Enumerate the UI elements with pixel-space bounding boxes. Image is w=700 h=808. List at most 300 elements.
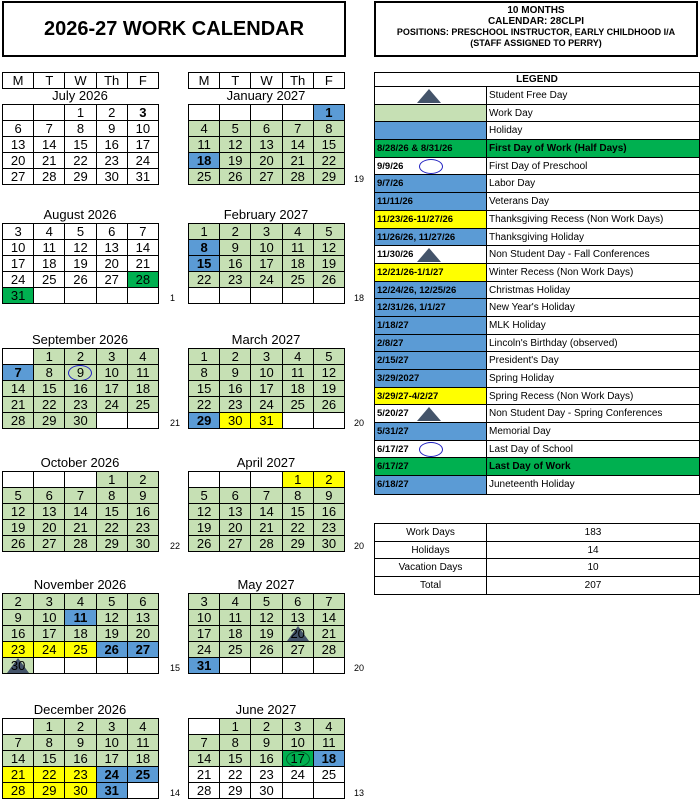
day-number: 14 [290, 137, 305, 152]
weekday-label: M [2, 72, 34, 89]
empty-day-cell [282, 104, 314, 121]
day-number: 23 [228, 272, 243, 287]
day-cell [188, 519, 220, 536]
legend-key [375, 423, 487, 440]
day-number: 16 [321, 504, 337, 519]
day-cell [96, 136, 128, 153]
day-cell [250, 271, 282, 288]
day-number: 19 [196, 520, 212, 535]
day-cell [64, 519, 96, 536]
legend-key [375, 229, 487, 246]
triangle-icon [417, 407, 441, 421]
weekday-label: T [219, 72, 251, 89]
legend-description: Non Student Day - Spring Conferences [489, 408, 663, 420]
info-calendar-code: CALENDAR: 28CLPI [487, 16, 585, 27]
empty-day-cell [250, 104, 282, 121]
day-number: 29 [228, 783, 243, 798]
day-number: 11 [290, 240, 305, 255]
month-workday-count: 14 [170, 788, 181, 798]
legend-key [375, 370, 487, 387]
empty-day-cell [2, 471, 34, 488]
day-number: 1 [76, 105, 85, 120]
day-cell [313, 641, 345, 658]
legend-row [375, 264, 699, 282]
day-cell [2, 487, 34, 504]
day-number: 14 [10, 751, 26, 766]
day-cell [282, 609, 314, 626]
day-cell [250, 239, 282, 256]
day-cell [219, 239, 251, 256]
day-cell [127, 734, 159, 751]
day-cell [250, 750, 282, 767]
empty-day-cell [313, 782, 345, 799]
day-cell [33, 412, 65, 429]
day-cell [96, 380, 128, 397]
totals-table [374, 523, 700, 595]
day-number: 24 [10, 272, 26, 287]
legend-description: President's Day [489, 355, 559, 367]
day-number: 9 [231, 240, 239, 255]
month-block [188, 702, 344, 798]
day-number: 8 [294, 488, 302, 503]
day-number: 24 [259, 272, 274, 287]
day-number: 4 [231, 594, 239, 609]
day-cell [219, 625, 251, 642]
day-cell [2, 766, 34, 783]
day-cell [2, 152, 34, 169]
day-number: 16 [73, 381, 88, 396]
legend-description: First Day of Work (Half Days) [487, 140, 699, 157]
day-number: 8 [45, 365, 53, 380]
day-cell [188, 396, 220, 413]
day-cell [127, 471, 159, 488]
day-number: 17 [135, 137, 151, 152]
totals-row [375, 524, 699, 542]
day-cell [313, 503, 345, 520]
totals-label: Vacation Days [375, 559, 487, 576]
day-cell [250, 412, 282, 429]
day-number: 6 [14, 121, 22, 136]
empty-day-cell [96, 287, 128, 304]
day-number: 24 [104, 397, 119, 412]
day-cell [2, 364, 34, 381]
day-cell [219, 152, 251, 169]
day-number: 24 [42, 642, 57, 657]
day-number: 22 [42, 767, 57, 782]
day-number: 5 [200, 488, 208, 503]
month-grid [2, 104, 158, 184]
day-number: 25 [135, 397, 151, 412]
day-number: 21 [259, 520, 274, 535]
month-grid [2, 718, 158, 798]
month-grid [2, 223, 158, 303]
day-number: 21 [42, 153, 57, 168]
day-number: 11 [136, 735, 150, 750]
day-cell [33, 750, 65, 767]
day-number: 30 [228, 413, 243, 428]
day-cell [64, 766, 96, 783]
legend-key [375, 175, 487, 192]
day-number: 8 [200, 365, 208, 380]
day-cell [313, 718, 345, 735]
day-cell [2, 782, 34, 799]
day-cell [219, 718, 251, 735]
day-cell [33, 271, 65, 288]
month-block [2, 332, 158, 428]
day-number: 6 [108, 224, 116, 239]
legend-row [375, 352, 699, 370]
day-cell [64, 593, 96, 610]
day-number: 11 [197, 137, 211, 152]
day-number: 27 [135, 642, 151, 657]
day-number: 25 [73, 642, 88, 657]
day-number: 16 [135, 504, 151, 519]
day-number: 6 [231, 488, 239, 503]
day-cell [96, 487, 128, 504]
month-grid [188, 471, 344, 551]
month-workday-count: 20 [354, 541, 365, 551]
empty-day-cell [127, 412, 159, 429]
day-cell [127, 239, 159, 256]
day-number: 22 [321, 153, 337, 168]
legend-description: Last Day of School [489, 443, 573, 455]
legend-row [375, 229, 699, 247]
day-cell [250, 625, 282, 642]
totals-label: Work Days [375, 524, 487, 541]
day-cell [127, 593, 159, 610]
weekday-label: Th [282, 72, 314, 89]
day-number: 30 [321, 536, 337, 551]
day-number: 1 [200, 349, 208, 364]
day-number: 11 [42, 240, 57, 255]
month-title: October 2026 [40, 455, 120, 470]
day-cell [127, 625, 159, 642]
day-cell [250, 348, 282, 365]
day-number: 2 [231, 349, 239, 364]
month-title: November 2026 [33, 577, 127, 592]
empty-day-cell [188, 471, 220, 488]
empty-day-cell [2, 718, 34, 735]
day-number: 1 [45, 719, 53, 734]
day-cell [64, 239, 96, 256]
legend-key [375, 458, 487, 475]
day-number: 4 [139, 349, 147, 364]
day-cell [188, 348, 220, 365]
day-number: 5 [231, 121, 239, 136]
legend-description: Work Day [489, 107, 533, 119]
day-number: 29 [321, 169, 337, 184]
day-cell [2, 168, 34, 185]
day-cell [33, 255, 65, 272]
month-title: July 2026 [52, 88, 108, 103]
day-number: 7 [76, 488, 85, 503]
day-cell [2, 223, 34, 240]
month-title: March 2027 [231, 332, 301, 347]
empty-day-cell [282, 287, 314, 304]
day-cell [127, 487, 159, 504]
empty-day-cell [282, 782, 314, 799]
day-cell [188, 380, 220, 397]
empty-day-cell [33, 287, 65, 304]
legend-key-text: 6/17/27 [377, 461, 409, 473]
day-cell [313, 766, 345, 783]
day-cell [2, 519, 34, 536]
day-number: 14 [196, 751, 212, 766]
day-cell [33, 136, 65, 153]
day-cell [250, 503, 282, 520]
day-number: 15 [42, 751, 57, 766]
day-number: 23 [135, 520, 151, 535]
empty-day-cell [282, 412, 314, 429]
day-number: 3 [200, 594, 208, 609]
day-number: 10 [104, 365, 119, 380]
day-cell [2, 271, 34, 288]
day-cell [282, 136, 314, 153]
day-cell [127, 120, 159, 137]
day-cell [127, 380, 159, 397]
day-cell [219, 412, 251, 429]
legend-key-text: 5/20/27 [377, 408, 409, 420]
legend-description: Veterans Day [489, 196, 550, 208]
day-cell [33, 718, 65, 735]
day-number: 29 [42, 413, 57, 428]
day-number: 12 [196, 504, 212, 519]
day-number: 27 [42, 536, 57, 551]
totals-value: 10 [587, 562, 599, 573]
day-number: 1 [200, 224, 208, 239]
day-number: 29 [196, 413, 212, 428]
legend-key-text: 12/21/26-1/1/27 [377, 266, 444, 278]
day-cell [282, 364, 314, 381]
day-number: 14 [321, 610, 337, 625]
day-number: 26 [104, 642, 119, 657]
day-number: 30 [259, 783, 274, 798]
month-title: January 2027 [226, 88, 306, 103]
day-cell [64, 782, 96, 799]
day-cell [313, 487, 345, 504]
day-cell [96, 120, 128, 137]
day-number: 23 [259, 767, 274, 782]
day-number: 28 [10, 783, 26, 798]
day-number: 18 [42, 256, 57, 271]
day-cell [313, 380, 345, 397]
day-cell [313, 239, 345, 256]
day-number: 1 [325, 105, 333, 120]
day-number: 20 [228, 520, 243, 535]
empty-day-cell [250, 287, 282, 304]
day-cell [64, 750, 96, 767]
totals-value: 183 [584, 527, 602, 538]
day-cell [219, 120, 251, 137]
day-cell [188, 255, 220, 272]
empty-day-cell [219, 471, 251, 488]
day-number: 3 [14, 224, 22, 239]
day-number: 22 [290, 520, 305, 535]
day-cell [282, 223, 314, 240]
day-cell [313, 396, 345, 413]
day-number: 10 [135, 121, 151, 136]
day-cell [64, 348, 96, 365]
empty-day-cell [127, 782, 159, 799]
legend-row [375, 158, 699, 176]
day-number: 28 [135, 272, 151, 287]
legend-key-text: 11/26/26, 11/27/26 [377, 231, 456, 243]
day-number: 9 [262, 735, 271, 750]
legend-key-text: 11/30/26 [377, 249, 414, 261]
legend-row [375, 87, 699, 105]
day-cell [33, 519, 65, 536]
day-number: 17 [42, 626, 57, 641]
day-cell [96, 718, 128, 735]
day-cell [127, 271, 159, 288]
empty-day-cell [127, 287, 159, 304]
day-cell [188, 750, 220, 767]
day-cell [2, 255, 34, 272]
day-cell [33, 168, 65, 185]
info-positions: POSITIONS: PRESCHOOL INSTRUCTOR, EARLY CHILDHOOD I/A [396, 27, 676, 37]
day-number: 11 [73, 610, 88, 625]
day-cell [188, 239, 220, 256]
day-cell [250, 255, 282, 272]
day-number: 10 [196, 610, 212, 625]
day-cell [313, 750, 345, 767]
legend-row [375, 476, 699, 494]
day-cell [2, 120, 34, 137]
day-number: 4 [294, 349, 302, 364]
empty-day-cell [64, 657, 96, 674]
day-number: 21 [135, 256, 151, 271]
empty-day-cell [127, 657, 159, 674]
day-number: 13 [290, 610, 305, 625]
day-cell [282, 239, 314, 256]
day-number: 30 [73, 783, 88, 798]
day-cell [219, 223, 251, 240]
day-cell [2, 625, 34, 642]
day-cell [96, 750, 128, 767]
weekday-label: Th [96, 72, 128, 89]
day-number: 26 [10, 536, 26, 551]
legend-description: Thanksgiving Holiday [489, 231, 585, 243]
day-number: 15 [42, 381, 57, 396]
day-number: 8 [76, 121, 85, 136]
day-number: 16 [73, 751, 88, 766]
day-cell [64, 223, 96, 240]
day-number: 12 [104, 610, 119, 625]
day-cell [250, 766, 282, 783]
legend-key-text: 9/7/26 [377, 178, 404, 190]
day-number: 13 [42, 504, 57, 519]
day-cell [313, 168, 345, 185]
day-cell [2, 750, 34, 767]
day-number: 15 [196, 381, 212, 396]
day-number: 15 [228, 751, 243, 766]
day-number: 10 [259, 240, 274, 255]
day-number: 25 [228, 642, 243, 657]
day-number: 31 [259, 413, 274, 428]
day-number: 8 [108, 488, 116, 503]
day-cell [96, 239, 128, 256]
day-cell [250, 718, 282, 735]
day-cell [96, 535, 128, 552]
day-cell [282, 255, 314, 272]
day-number: 15 [73, 137, 88, 152]
empty-day-cell [96, 412, 128, 429]
day-cell [33, 223, 65, 240]
day-number: 26 [321, 397, 337, 412]
day-number: 26 [196, 536, 212, 551]
legend-description: Student Free Day [489, 90, 568, 101]
month-block [2, 702, 158, 798]
legend-description: Juneteenth Holiday [489, 479, 575, 491]
legend-key-text: 2/8/27 [377, 337, 404, 349]
legend-key [375, 140, 487, 157]
day-number: 4 [325, 719, 333, 734]
day-number: 14 [42, 137, 57, 152]
day-cell [188, 641, 220, 658]
day-number: 20 [10, 153, 26, 168]
day-cell [313, 625, 345, 642]
day-number: 10 [42, 610, 57, 625]
legend-key-text: 11/11/26 [377, 196, 413, 208]
legend-row [375, 299, 699, 317]
day-cell [127, 223, 159, 240]
day-cell [2, 380, 34, 397]
day-cell [313, 519, 345, 536]
triangle-icon [417, 89, 441, 103]
day-cell [188, 734, 220, 751]
day-cell [96, 734, 128, 751]
day-cell [64, 396, 96, 413]
day-cell [313, 348, 345, 365]
month-block [2, 577, 158, 673]
legend-rows [375, 87, 699, 494]
month-title: April 2027 [236, 455, 296, 470]
day-cell [282, 734, 314, 751]
month-block [188, 332, 344, 428]
empty-day-cell [219, 287, 251, 304]
day-cell [127, 519, 159, 536]
legend-key [375, 335, 487, 352]
legend-key-text: 8/28/26 & 8/31/26 [377, 143, 453, 155]
day-cell [96, 223, 128, 240]
day-number: 22 [42, 397, 57, 412]
empty-day-cell [219, 657, 251, 674]
day-number: 2 [262, 719, 271, 734]
legend-row [375, 105, 699, 123]
day-cell [219, 766, 251, 783]
legend-row [375, 211, 699, 229]
day-cell [33, 396, 65, 413]
day-cell [282, 271, 314, 288]
day-number: 20 [104, 256, 119, 271]
day-number: 3 [294, 719, 302, 734]
day-number: 13 [135, 610, 151, 625]
day-cell [2, 535, 34, 552]
legend-row [375, 370, 699, 388]
legend-row [375, 193, 699, 211]
day-cell [188, 412, 220, 429]
day-cell [127, 152, 159, 169]
day-cell [282, 766, 314, 783]
month-grid [2, 593, 158, 673]
legend-description: Spring Holiday [489, 373, 555, 384]
day-number: 28 [290, 169, 305, 184]
day-cell [313, 271, 345, 288]
day-cell [219, 782, 251, 799]
empty-day-cell [2, 348, 34, 365]
day-number: 23 [73, 397, 88, 412]
day-cell [2, 239, 34, 256]
